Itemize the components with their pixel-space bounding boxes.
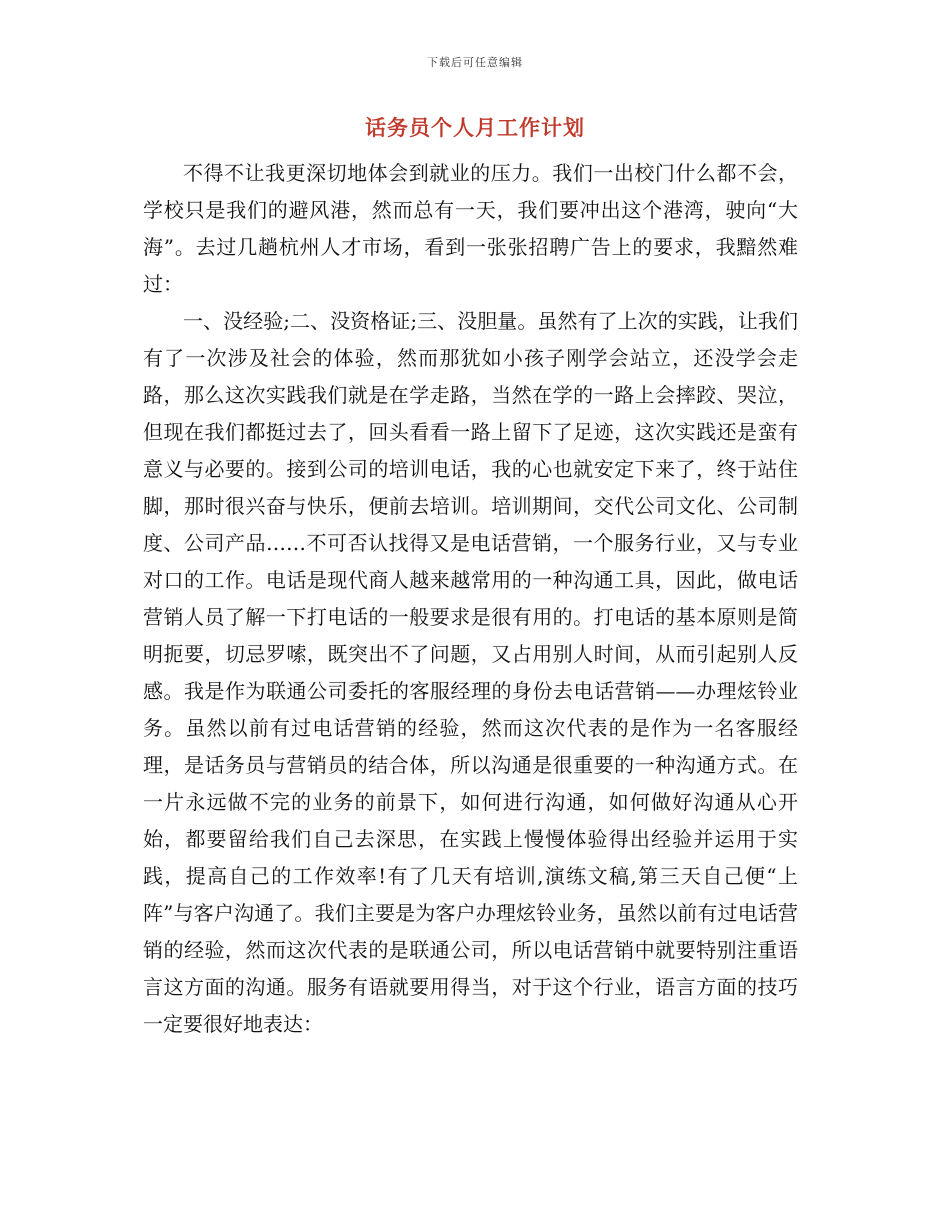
paragraph-2: 一、没经验;二、没资格证;三、没胆量。虽然有了上次的实践，让我们有了一次涉及社会的体验，然而那犹如小孩子刚学会站立，还没学会走路，那么这次实践我们就是在学走路，当然在学的一路上会摔跤、哭泣，但现在我们都挺过去了，回头看看一路上留下了足迹，这次实践还是蛮有意义与必要的。接到公司的培训电话，我的心也就安定下来了，终于站住脚，那时很兴奋与快乐，便前去培训。培训期间，交代公司文化、公司制度、公司产品……不可否认找得又是电话营销，一个服务行业，又与专业对口的工作。电话是现代商人越来越常用的一种沟通工具，因此，做电话营销人员了解一下打电话的一般要求是很有用的。打电话的基本原则是简明扼要，切忌罗嗦，既突出不了问题，又占用别人时间，从而引起别人反感。我是作为联通公司委托的客服经理的身份去电话营销——办理炫铃业务。虽然以前有过电话营销的经验，然而这次代表的是作为一名客服经理，是话务员与营销员的结合体，所以沟通是很重要的一种沟通方式。在一片永远做不完的业务的前景下，如何进行沟通，如何做好沟通从心开始，都要留给我们自己去深思，在实践上慢慢体验得出经验并运用于实践，提高自己的工作效率!有了几天有培训,演练文稿,第三天自己便“上阵”与客户沟通了。我们主要是为客户办理炫铃业务，虽然以前有过电话营销的经验，然而这次代表的是联通公司，所以电话营销中就要特别注重语言这方面的沟通。服务有语就要用得当，对于这个行业，语言方面的技巧一定要很好地表达： [143,309,798,1036]
paragraph-1: 不得不让我更深切地体会到就业的压力。我们一出校门什么都不会，学校只是我们的避风港，然而总有一天，我们要冲出这个港湾，驶向“大海”。去过几趟杭州人才市场，看到一张张招聘广告上的要求，我黯然难过： [143,161,798,296]
header-note: 下载后可任意编辑 [427,56,523,69]
document-body [143,155,798,1043]
document-title: 话务员个人月工作计划 [365,116,585,140]
